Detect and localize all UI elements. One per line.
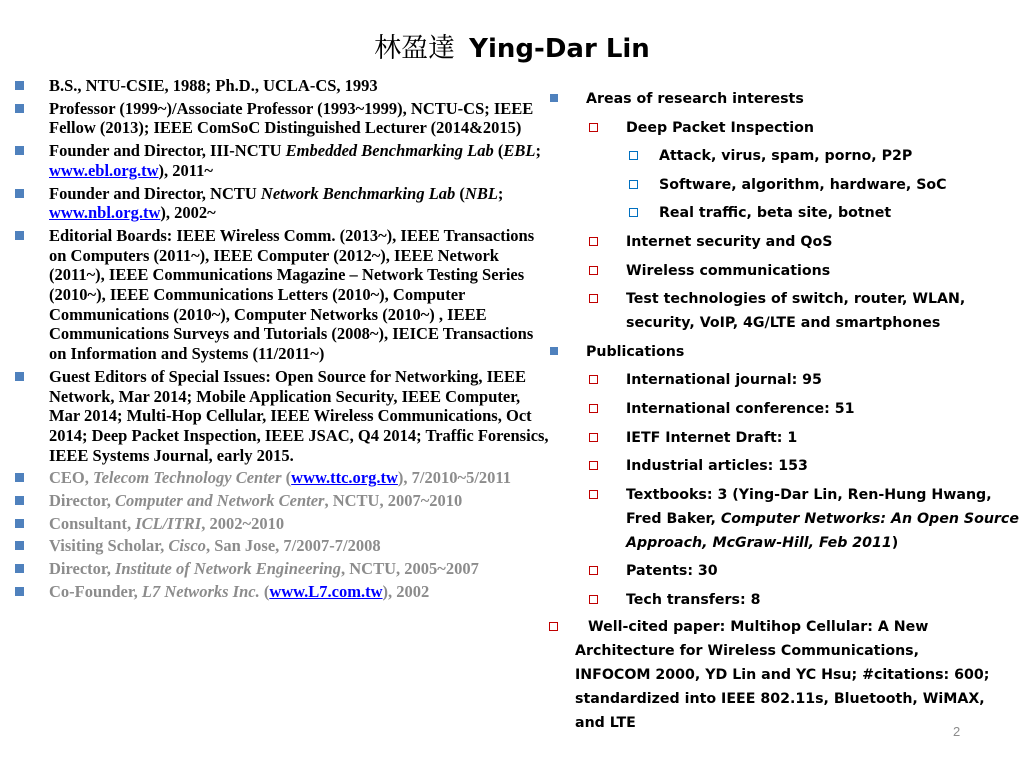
list-item-ebl: Founder and Director, III-NCTU Embedded Benchmarking Lab (EBL; www.ebl.org.tw), 2011~ — [14, 141, 554, 180]
list-item-tech-transfers: Tech transfers: 8 — [549, 588, 1019, 612]
square-bullet-icon — [15, 189, 24, 198]
list-item-textbooks: Textbooks: 3 (Ying-Dar Lin, Ren-Hung Hwang, Fred Baker, Computer Networks: An Open Source Approach, McGraw-Hill, Feb 2011) — [549, 483, 1019, 555]
list-item-professor: Professor (1999~)/Associate Professor (1993~1999), NCTU-CS; IEEE Fellow (2013); IEEE ComSoC Distinguished Lecturer (2014&2015) — [14, 99, 554, 138]
hollow-square-bullet-icon — [589, 294, 598, 303]
list-item-conference: International conference: 51 — [549, 397, 1019, 421]
list-item-director-computer-network-center: Director, Computer and Network Center, NCTU, 2007~2010 — [14, 491, 554, 511]
ttc-link[interactable]: www.ttc.org.tw — [291, 468, 398, 488]
list-item-patents: Patents: 30 — [549, 559, 1019, 583]
right-column — [549, 87, 1019, 735]
square-bullet-icon — [15, 146, 24, 155]
list-item-ceo: CEO, Telecom Technology Center (www.ttc.org.tw), 7/2010~5/2011 — [14, 468, 554, 488]
list-item-visiting-scholar: Visiting Scholar, Cisco, San Jose, 7/2007-7/2008 — [14, 536, 554, 556]
hollow-square-bullet-icon — [589, 433, 598, 442]
list-item-security: Internet security and QoS — [549, 230, 1019, 254]
square-bullet-icon — [15, 473, 24, 482]
title-english-name: Ying-Dar Lin — [469, 34, 650, 64]
hollow-square-bullet-icon — [589, 237, 598, 246]
square-bullet-icon — [15, 104, 24, 113]
list-item-cofounder: Co-Founder, L7 Networks Inc. (www.L7.com.tw), 2002 — [14, 582, 554, 602]
list-item-journal: International journal: 95 — [549, 368, 1019, 392]
list-item-guest-editors: Guest Editors of Special Issues: Open Source for Networking, IEEE Network, Mar 2014; Mobile Application Security, IEEE Computer, Mar 2014; Multi-Hop Cellular, IEEE Wireless Communications, Oct 2014; Deep Packet Inspection, IEEE JSAC, Q4 2014; Traffic Forensics, IEEE Systems Journal, early 2015. — [14, 367, 554, 466]
list-item-nbl: Founder and Director, NCTU Network Benchmarking Lab (NBL; www.nbl.org.tw), 2002~ — [14, 184, 554, 223]
square-bullet-icon — [15, 564, 24, 573]
hollow-square-bullet-icon — [629, 180, 638, 189]
list-item-dpi-sub: Real traffic, beta site, botnet — [549, 201, 1019, 225]
list-item-dpi-sub: Software, algorithm, hardware, SoC — [549, 173, 1019, 197]
list-item-test-technologies: Test technologies of switch, router, WLAN, security, VoIP, 4G/LTE and smartphones — [549, 287, 1019, 335]
square-bullet-icon — [15, 541, 24, 550]
square-bullet-icon — [550, 94, 558, 102]
square-bullet-icon — [15, 231, 24, 240]
list-item-editorial-boards: Editorial Boards: IEEE Wireless Comm. (2013~), IEEE Transactions on Computers (2011~), IEEE Computer (2012~), IEEE Network (2011~), IEEE Communications Magazine – Network Testing Series (2010~), IEEE Communications Letters (2010~), Computer Communications (2010~), Computer Networks (2010~) , IEEE Communications Surveys and Tutorials (2008~), IEICE Transactions on Information and Systems (11/2011~) — [14, 226, 554, 364]
hollow-square-bullet-icon — [589, 566, 598, 575]
hollow-square-bullet-icon — [549, 622, 558, 631]
hollow-square-bullet-icon — [589, 461, 598, 470]
nbl-link[interactable]: www.nbl.org.tw — [49, 203, 161, 223]
square-bullet-icon — [15, 587, 24, 596]
square-bullet-icon — [15, 81, 24, 90]
section-research-interests: Areas of research interests — [549, 87, 1019, 111]
hollow-square-bullet-icon — [589, 404, 598, 413]
list-item-director-network-engineering: Director, Institute of Network Engineering, NCTU, 2005~2007 — [14, 559, 554, 579]
hollow-square-bullet-icon — [589, 375, 598, 384]
square-bullet-icon — [550, 347, 558, 355]
hollow-square-bullet-icon — [589, 490, 598, 499]
hollow-square-bullet-icon — [589, 123, 598, 132]
list-item-wireless: Wireless communications — [549, 259, 1019, 283]
list-item-industrial: Industrial articles: 153 — [549, 454, 1019, 478]
square-bullet-icon — [15, 372, 24, 381]
list-item-dpi-sub: Attack, virus, spam, porno, P2P — [549, 144, 1019, 168]
l7-link[interactable]: www.L7.com.tw — [269, 581, 383, 601]
hollow-square-bullet-icon — [589, 595, 598, 604]
list-item-ietf: IETF Internet Draft: 1 — [549, 426, 1019, 450]
section-publications: Publications — [549, 340, 1019, 364]
square-bullet-icon — [15, 496, 24, 505]
hollow-square-bullet-icon — [589, 266, 598, 275]
list-item-dpi: Deep Packet Inspection — [549, 116, 1019, 140]
hollow-square-bullet-icon — [629, 151, 638, 160]
hollow-square-bullet-icon — [629, 208, 638, 217]
page-number: 2 — [953, 724, 961, 739]
ebl-link[interactable]: www.ebl.org.tw — [49, 160, 159, 180]
list-item-well-cited-paper: Well-cited paper: Multihop Cellular: A New Architecture for Wireless Communications, INFOCOM 2000, YD Lin and YC Hsu; #citations: 600; standardized into IEEE 802.11s, Bluetooth, WiMAX, and LTE — [549, 615, 1019, 735]
left-column — [14, 76, 554, 605]
slide-title — [0, 26, 1024, 65]
list-item-degree: B.S., NTU-CSIE, 1988; Ph.D., UCLA-CS, 1993 — [14, 76, 554, 96]
title-chinese-name: 林盈達 — [374, 33, 456, 64]
square-bullet-icon — [15, 519, 24, 528]
list-item-consultant: Consultant, ICL/ITRI, 2002~2010 — [14, 514, 554, 534]
